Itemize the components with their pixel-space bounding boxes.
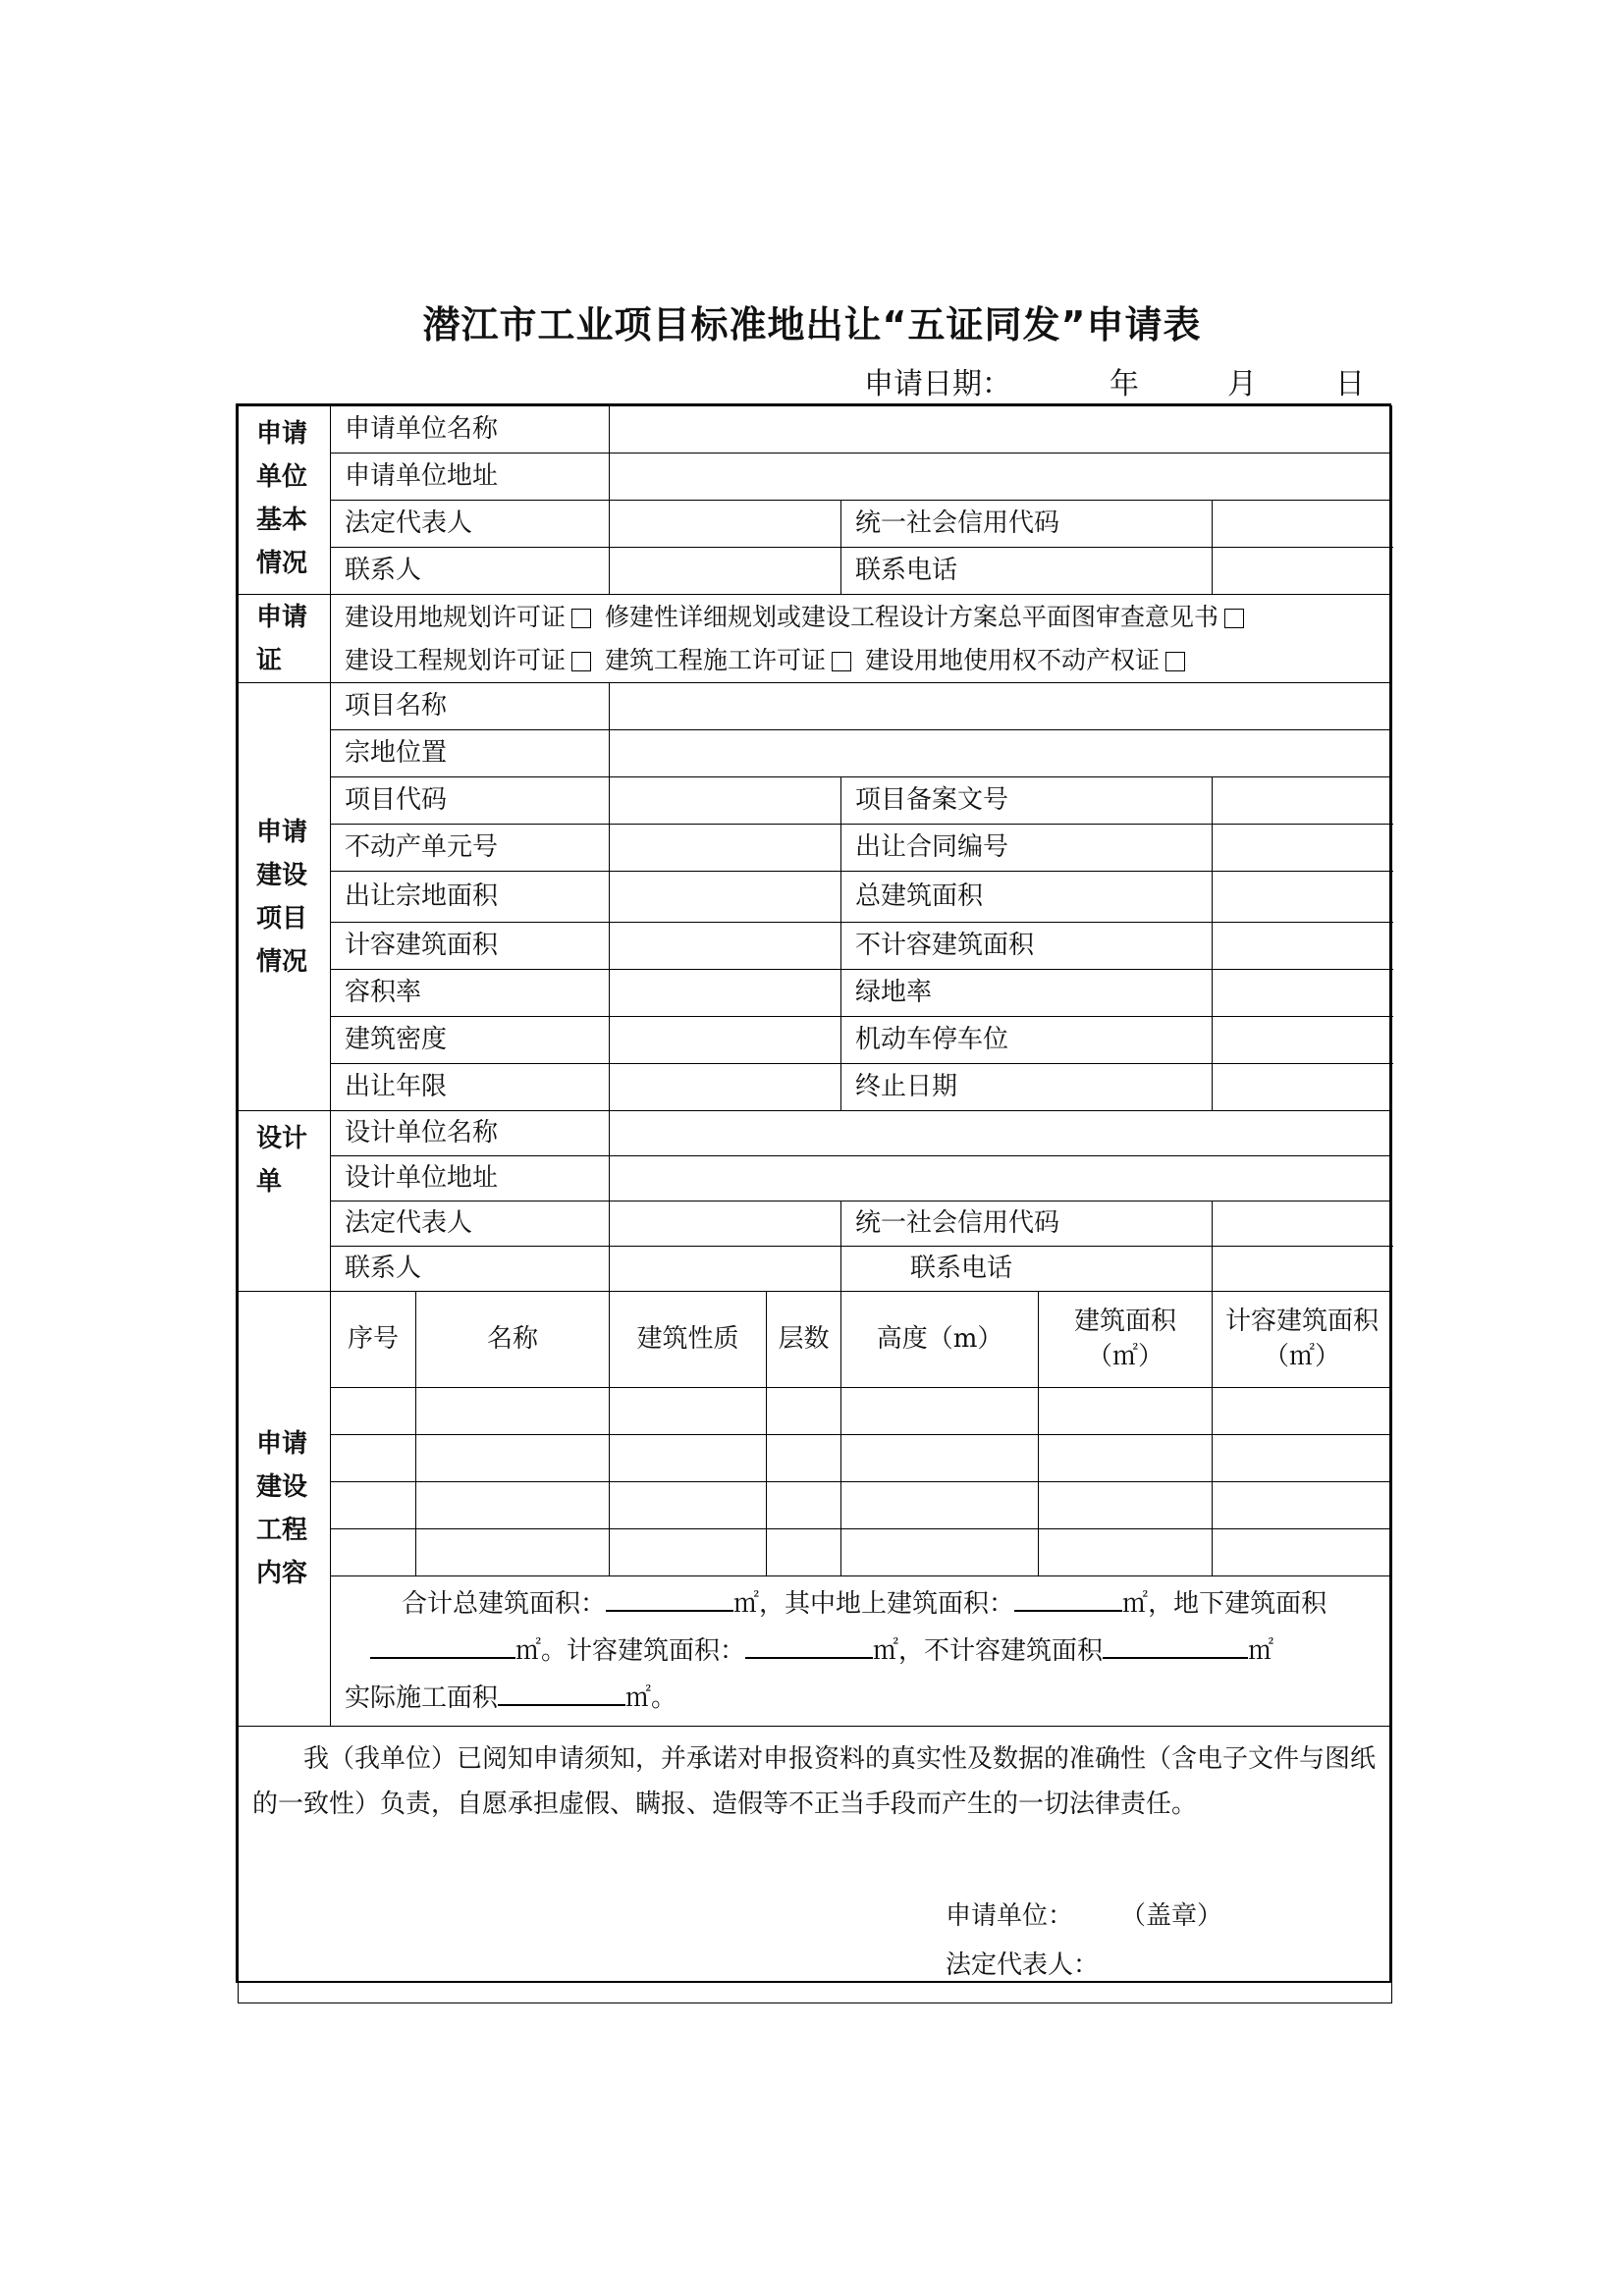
- unit-sqm: ㎡: [515, 1636, 542, 1666]
- applicant-legal-rep-field[interactable]: [610, 501, 841, 548]
- cert-construction-permit-label: 建筑工程施工许可证: [604, 645, 826, 674]
- design-name-label: 设计单位名称: [331, 1111, 610, 1156]
- col-header-height: 高度（m）: [841, 1292, 1039, 1388]
- works-cell[interactable]: [1039, 1388, 1213, 1435]
- project-end-date-label: 终止日期: [841, 1064, 1213, 1111]
- cert-land-use-right-checkbox[interactable]: [1165, 652, 1185, 671]
- application-form: [236, 403, 1391, 1983]
- certificates-section-label: 申请证: [239, 595, 331, 683]
- col-header-nature: 建筑性质: [610, 1292, 767, 1388]
- unit-sqm: ㎡: [733, 1589, 760, 1619]
- project-density-label: 建筑密度: [331, 1017, 610, 1064]
- summary-end: 。: [651, 1683, 677, 1713]
- works-section-label: 申请建设工程内容: [239, 1292, 331, 1727]
- cert-land-use-right-label: 建设用地使用权不动产权证: [864, 645, 1160, 674]
- project-far-label: 容积率: [331, 970, 610, 1017]
- applicant-phone-label: 联系电话: [841, 548, 1213, 595]
- signature-unit-line: [946, 1899, 1222, 1934]
- applicant-phone-field[interactable]: [1213, 548, 1392, 595]
- works-cell[interactable]: [767, 1388, 841, 1435]
- project-non-far-area-label: 不计容建筑面积: [841, 923, 1213, 970]
- works-cell[interactable]: [841, 1529, 1039, 1576]
- date-day-label: 日: [1335, 367, 1365, 401]
- table-row: [239, 1388, 1392, 1435]
- cert-engineering-planning-checkbox[interactable]: [571, 652, 591, 671]
- project-green-field[interactable]: [1213, 970, 1392, 1017]
- works-cell[interactable]: [331, 1388, 416, 1435]
- unit-sqm: ㎡: [625, 1683, 652, 1713]
- works-cell[interactable]: [416, 1388, 610, 1435]
- project-land-area-label: 出让宗地面积: [331, 872, 610, 923]
- project-end-date-field[interactable]: [1213, 1064, 1392, 1111]
- works-cell[interactable]: [416, 1529, 610, 1576]
- design-section-label: 设计单: [239, 1111, 331, 1292]
- applicant-contact-label: 联系人: [331, 548, 610, 595]
- project-code-label: 项目代码: [331, 777, 610, 825]
- signature-legal-rep-label: 法定代表人：: [946, 1950, 1100, 1980]
- design-credit-code-label: 统一社会信用代码: [841, 1201, 1213, 1247]
- unit-sqm: ㎡: [1248, 1636, 1274, 1666]
- project-unit-no-label: 不动产单元号: [331, 825, 610, 872]
- works-cell[interactable]: [331, 1435, 416, 1482]
- applicant-address-label: 申请单位地址: [331, 454, 610, 501]
- works-cell[interactable]: [1039, 1435, 1213, 1482]
- works-cell[interactable]: [1039, 1482, 1213, 1529]
- design-phone-label: 联系电话: [841, 1247, 1213, 1292]
- works-cell[interactable]: [841, 1388, 1039, 1435]
- actual-area-blank[interactable]: [498, 1703, 625, 1706]
- col-header-far-area: 计容建筑面积（㎡）: [1213, 1292, 1392, 1388]
- unit-sqm: ㎡: [873, 1636, 899, 1666]
- works-cell[interactable]: [610, 1435, 767, 1482]
- design-credit-code-field[interactable]: [1213, 1201, 1392, 1247]
- project-far-area-label: 计容建筑面积: [331, 923, 610, 970]
- design-legal-rep-field[interactable]: [610, 1201, 841, 1247]
- design-address-field[interactable]: [610, 1156, 1392, 1201]
- col-header-name: 名称: [416, 1292, 610, 1388]
- summary-non-far-label: ，不计容建筑面积: [898, 1636, 1104, 1666]
- form-table: [238, 405, 1392, 2003]
- project-contract-no-label: 出让合同编号: [841, 825, 1213, 872]
- project-name-label: 项目名称: [331, 683, 610, 730]
- project-density-field[interactable]: [610, 1017, 841, 1064]
- table-row: [239, 1435, 1392, 1482]
- project-parking-label: 机动车停车位: [841, 1017, 1213, 1064]
- col-header-no: 序号: [331, 1292, 416, 1388]
- date-month-label: 月: [1227, 367, 1257, 401]
- cert-land-planning-label: 建设用地规划许可证: [345, 602, 567, 631]
- works-cell[interactable]: [610, 1388, 767, 1435]
- project-record-no-field[interactable]: [1213, 777, 1392, 825]
- project-name-field[interactable]: [610, 683, 1392, 730]
- table-row: [239, 1529, 1392, 1576]
- unit-sqm: ㎡: [1122, 1589, 1149, 1619]
- project-far-field[interactable]: [610, 970, 841, 1017]
- project-term-field[interactable]: [610, 1064, 841, 1111]
- application-date: [864, 359, 1365, 402]
- applicant-address-field[interactable]: [610, 454, 1392, 501]
- form-title: 潜江市工业项目标准地出让“五证同发”申请表: [422, 303, 1202, 347]
- works-cell[interactable]: [416, 1435, 610, 1482]
- underground-area-blank[interactable]: [370, 1656, 515, 1659]
- area-summary: [331, 1576, 1392, 1727]
- project-term-label: 出让年限: [331, 1064, 610, 1111]
- works-cell[interactable]: [331, 1482, 416, 1529]
- declaration-text: 我（我单位）已阅知申请须知，并承诺对申报资料的真实性及数据的准确性（含电子文件与图纸的一致性）负责，自愿承担虚假、瞒报、造假等不正当手段而产生的一切法律责任。: [252, 1744, 1377, 1819]
- project-non-far-area-field[interactable]: [1213, 923, 1392, 970]
- project-contract-no-field[interactable]: [1213, 825, 1392, 872]
- applicant-contact-field[interactable]: [610, 548, 841, 595]
- applicant-legal-rep-label: 法定代表人: [331, 501, 610, 548]
- works-cell[interactable]: [1213, 1482, 1392, 1529]
- date-label: 申请日期：: [864, 367, 1011, 401]
- project-far-area-field[interactable]: [610, 923, 841, 970]
- summary-underground-label: ，地下建筑面积: [1148, 1589, 1327, 1619]
- project-record-no-label: 项目备案文号: [841, 777, 1213, 825]
- cert-design-review-checkbox[interactable]: [1224, 609, 1244, 628]
- applicant-section-label: 申请单位基本情况: [239, 406, 331, 595]
- works-cell[interactable]: [767, 1435, 841, 1482]
- works-cell[interactable]: [610, 1529, 767, 1576]
- works-cell[interactable]: [416, 1482, 610, 1529]
- project-unit-no-field[interactable]: [610, 825, 841, 872]
- project-section-label: 申请建设项目情况: [239, 683, 331, 1111]
- works-cell[interactable]: [1213, 1529, 1392, 1576]
- project-total-area-field[interactable]: [1213, 872, 1392, 923]
- project-land-area-field[interactable]: [610, 872, 841, 923]
- works-cell[interactable]: [1039, 1529, 1213, 1576]
- cert-engineering-planning-label: 建设工程规划许可证: [345, 645, 567, 674]
- applicant-credit-code-label: 统一社会信用代码: [841, 501, 1213, 548]
- signature-legal-rep-line: [946, 1949, 1099, 1983]
- works-cell[interactable]: [841, 1435, 1039, 1482]
- cert-land-planning-checkbox[interactable]: [571, 609, 591, 628]
- declaration-block: [239, 1727, 1392, 2003]
- col-header-floors: 层数: [767, 1292, 841, 1388]
- certificates-options: [331, 595, 1392, 683]
- project-parking-field[interactable]: [1213, 1017, 1392, 1064]
- design-legal-rep-label: 法定代表人: [331, 1201, 610, 1247]
- summary-total-label: 合计总建筑面积：: [402, 1589, 607, 1619]
- works-cell[interactable]: [767, 1482, 841, 1529]
- signature-unit-label: 申请单位：: [946, 1901, 1074, 1931]
- works-cell[interactable]: [1213, 1435, 1392, 1482]
- applicant-name-label: 申请单位名称: [331, 406, 610, 454]
- works-cell[interactable]: [331, 1529, 416, 1576]
- project-location-label: 宗地位置: [331, 730, 610, 777]
- summary-above-ground-label: ，其中地上建筑面积：: [759, 1589, 1015, 1619]
- works-cell[interactable]: [1213, 1388, 1392, 1435]
- above-ground-area-blank[interactable]: [1014, 1609, 1122, 1612]
- design-name-field[interactable]: [610, 1111, 1392, 1156]
- total-area-blank[interactable]: [606, 1609, 733, 1612]
- stamp-label: （盖章）: [1120, 1901, 1223, 1931]
- cert-design-review-label: 修建性详细规划或建设工程设计方案总平面图审查意见书: [604, 602, 1218, 631]
- applicant-name-field[interactable]: [610, 406, 1392, 454]
- design-address-label: 设计单位地址: [331, 1156, 610, 1201]
- col-header-area: 建筑面积（㎡）: [1039, 1292, 1213, 1388]
- works-cell[interactable]: [841, 1482, 1039, 1529]
- far-area-blank[interactable]: [745, 1656, 873, 1659]
- table-row: [239, 1482, 1392, 1529]
- design-contact-label: 联系人: [331, 1247, 610, 1292]
- cert-construction-permit-checkbox[interactable]: [832, 652, 851, 671]
- design-phone-field[interactable]: [1213, 1247, 1392, 1292]
- summary-actual-label: 实际施工面积: [345, 1683, 499, 1713]
- works-cell[interactable]: [610, 1482, 767, 1529]
- applicant-credit-code-field[interactable]: [1213, 501, 1392, 548]
- design-contact-field[interactable]: [610, 1247, 841, 1292]
- non-far-area-blank[interactable]: [1103, 1656, 1248, 1659]
- project-code-field[interactable]: [610, 777, 841, 825]
- project-green-label: 绿地率: [841, 970, 1213, 1017]
- summary-far-label: 。计容建筑面积：: [541, 1636, 746, 1666]
- date-year-label: 年: [1110, 367, 1139, 401]
- project-location-field[interactable]: [610, 730, 1392, 777]
- project-total-area-label: 总建筑面积: [841, 872, 1213, 923]
- works-cell[interactable]: [767, 1529, 841, 1576]
